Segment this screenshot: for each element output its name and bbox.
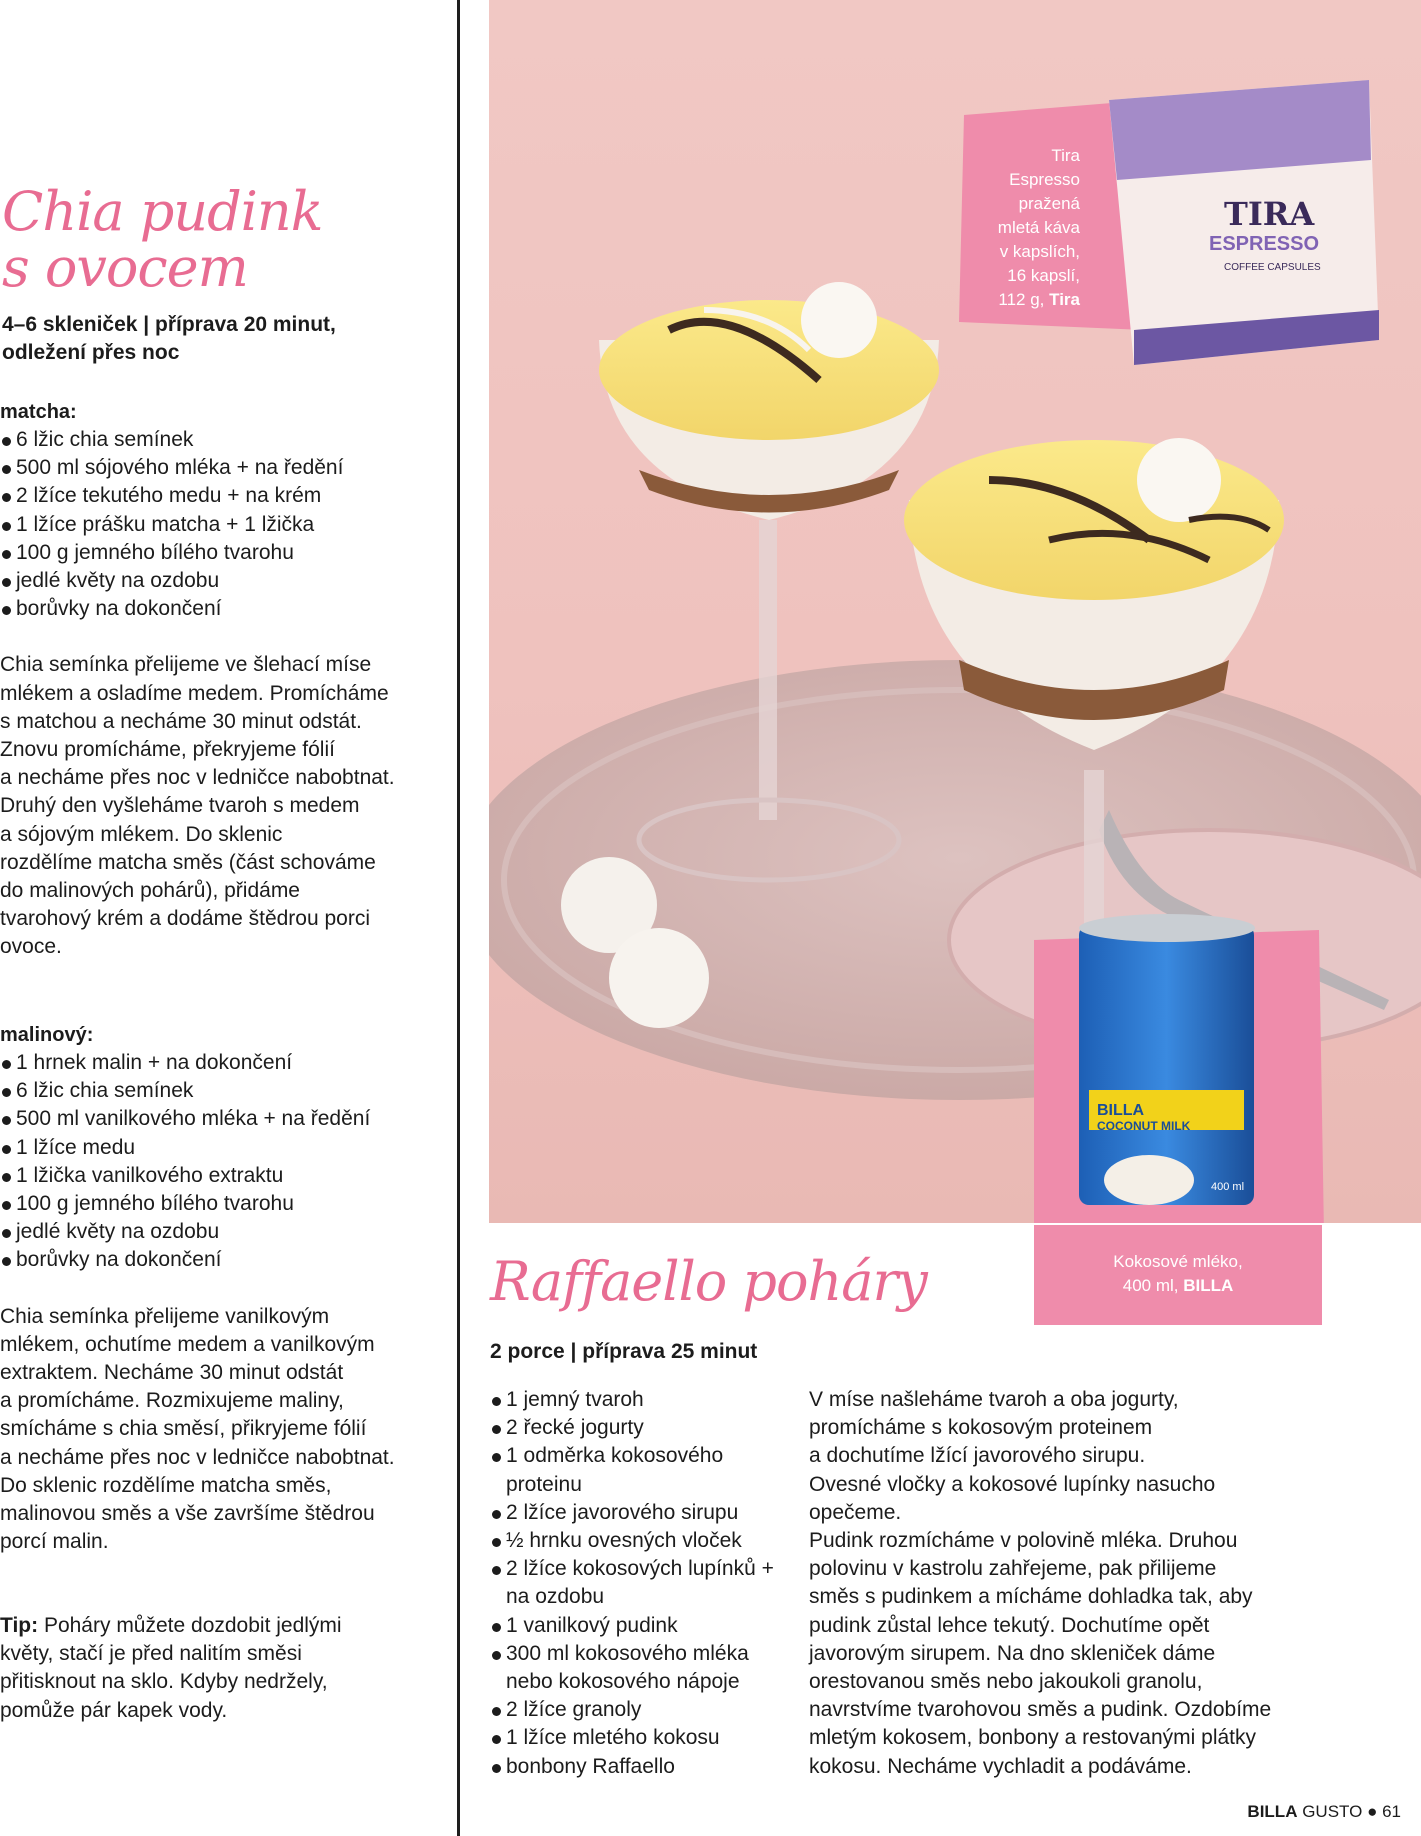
ingredient-item: 1 jemný tvaroh: [490, 1386, 790, 1414]
text-line: Pudink rozmícháme v polovině mléka. Druhou: [809, 1529, 1238, 1553]
ingredient-item: 1 hrnek malin + na dokončení: [0, 1049, 450, 1077]
tira-box-name: TIRA: [1224, 195, 1315, 233]
footer-bullet: ●: [1367, 1802, 1383, 1821]
tira-box-line: ESPRESSO: [1209, 233, 1320, 255]
badge-line: 16 kapslí,: [1007, 266, 1080, 285]
text-line: Znovu promícháme, překryjeme fólií: [0, 738, 335, 762]
badge-text: 112 g,: [998, 290, 1050, 309]
ingredient-item: 1 lžíce mletého kokosu: [490, 1724, 790, 1752]
chia-meta: [2, 311, 442, 367]
ingredient-item: 100 g jemného bílého tvarohu: [0, 539, 450, 567]
tip-text: květy, stačí je před nalitím směsi: [0, 1642, 302, 1666]
badge-line: Kokosové mléko,: [1113, 1252, 1243, 1271]
text-line: promícháme s kokosovým proteinem: [809, 1416, 1153, 1440]
text-line: orestovanou směs nebo jakoukoli granolu,: [809, 1670, 1203, 1694]
text-line: ovoce.: [0, 935, 62, 959]
dessert-illustration: [489, 0, 1421, 1223]
ingredient-item: 1 lžíce medu: [0, 1134, 450, 1162]
raffaello-ingredient-list: [490, 1386, 790, 1781]
column-divider: [457, 0, 460, 1836]
text-line: mlékem, ochutíme medem a vanilkovým: [0, 1332, 375, 1356]
text-line: a dochutíme lžící javorového sirupu.: [809, 1444, 1146, 1468]
text-line: Chia semínka přelijeme ve šlehací míse: [0, 653, 372, 677]
ingredient-item: 2 lžíce tekutého medu + na krém: [0, 482, 450, 510]
badge-brand: Tira: [1049, 290, 1080, 309]
badge-line: [960, 288, 1080, 312]
ingredient-item: ½ hrnku ovesných vloček: [490, 1527, 790, 1555]
ingredient-item: borůvky na dokončení: [0, 1246, 450, 1274]
chia-recipe-title: [2, 180, 422, 299]
ingredient-item: jedlé květy na ozdobu: [0, 1218, 450, 1246]
dessert-photo: [489, 0, 1421, 1223]
ingredient-item: 6 lžic chia semínek: [0, 426, 450, 454]
ingredient-item: bonbony Raffaello: [490, 1753, 790, 1781]
meta-line: 4–6 skleniček | příprava 20 minut,: [2, 313, 336, 336]
ingredient-item: 500 ml sójového mléka + na ředění: [0, 454, 450, 482]
raffaello-method: [809, 1386, 1349, 1781]
ingredient-item: 300 ml kokosového mléka nebo kokosového nápoje: [490, 1640, 790, 1696]
ingredient-item: 100 g jemného bílého tvarohu: [0, 1190, 450, 1218]
badge-line: v kapslích,: [999, 242, 1080, 261]
title-line-1: Chia pudink: [2, 180, 323, 243]
matcha-section: [0, 398, 450, 962]
text-line: s matchou a necháme 30 minut odstát.: [0, 709, 362, 733]
malina-section: [0, 1021, 450, 1556]
matcha-ingredient-list: [0, 426, 450, 623]
ingredient-item: borůvky na dokončení: [0, 595, 450, 623]
title-line-2: s ovocem: [2, 236, 248, 299]
text-line: rozdělíme matcha směs (část schováme: [0, 850, 376, 874]
badge-line: Tira: [1051, 146, 1080, 165]
text-line: V míse našleháme tvaroh a oba jogurty,: [809, 1388, 1179, 1411]
raffaello-ball: [609, 928, 709, 1028]
ingredient-item: 1 lžíce prášku matcha + 1 lžička: [0, 511, 450, 539]
coconut-badge: [1040, 1250, 1316, 1298]
text-line: a necháme přes noc v ledničce nabobtnat.: [0, 1445, 395, 1469]
text-line: kokosu. Necháme vychladit a podáváme.: [809, 1754, 1192, 1778]
malina-method: [0, 1303, 450, 1557]
page-number: 61: [1382, 1802, 1401, 1821]
ingredient-item: 500 ml vanilkového mléka + na ředění: [0, 1105, 450, 1133]
tip-text: pomůže pár kapek vody.: [0, 1698, 228, 1722]
text-line: Ovesné vločky a kokosové lupínky nasucho: [809, 1472, 1216, 1496]
raffaello-recipe-title: Raffaello poháry: [490, 1250, 927, 1313]
ingredient-item: 1 lžička vanilkového extraktu: [0, 1162, 450, 1190]
coconut-milk-can: [1079, 914, 1255, 1205]
raffaello-meta: 2 porce | příprava 25 minut: [490, 1340, 758, 1363]
malina-heading: malinový:: [0, 1024, 94, 1046]
text-line: pudink zůstal lehce tekutý. Dochutíme opět: [809, 1613, 1210, 1637]
text-line: směs s pudinkem a mícháme dohladka tak, aby: [809, 1585, 1253, 1609]
tip-text: přitisknout na sklo. Kdyby nedržely,: [0, 1670, 328, 1694]
badge-line: [1040, 1274, 1316, 1298]
text-line: Do sklenic rozdělíme matcha směs,: [0, 1473, 332, 1497]
ingredient-item: 2 lžíce kokosových lupínků + na ozdobu: [490, 1555, 790, 1611]
badge-line: Espresso: [1009, 170, 1080, 189]
badge-line: mletá káva: [997, 218, 1080, 237]
text-line: a necháme přes noc v ledničce nabobtnat.: [0, 766, 395, 790]
text-line: navrstvíme tvarohovou směs a pudink. Ozdobíme: [809, 1698, 1272, 1722]
text-line: extraktem. Necháme 30 minut odstát: [0, 1361, 344, 1385]
text-line: polovinu v kastrolu zahřejeme, pak přilijeme: [809, 1557, 1217, 1581]
text-line: Druhý den vyšleháme tvaroh s medem: [0, 794, 360, 818]
text-line: do malinových pohárů), přidáme: [0, 879, 300, 903]
matcha-method: [0, 651, 450, 961]
tip-text: Poháry můžete dozdobit jedlými: [38, 1614, 342, 1637]
ingredient-item: 1 vanilkový pudink: [490, 1612, 790, 1640]
tira-product-box: [1109, 80, 1379, 365]
tira-box-sub: COFFEE CAPSULES: [1224, 262, 1321, 273]
ingredient-item: 1 odměrka kokosového proteinu: [490, 1442, 790, 1498]
footer-brand: BILLA: [1247, 1802, 1298, 1821]
raffaello-ingredients: [490, 1386, 790, 1781]
tip-box: [0, 1612, 450, 1725]
text-line: javorovým sirupem. Na dno skleniček dáme: [809, 1641, 1216, 1665]
can-volume: 400 ml: [1211, 1181, 1245, 1193]
footer-magazine: GUSTO: [1297, 1802, 1363, 1821]
text-line: mletým kokosem, bonbony a restovanými plátky: [809, 1726, 1257, 1750]
text-line: a sójovým mlékem. Do sklenic: [0, 822, 283, 846]
badge-line: pražená: [1018, 194, 1080, 213]
can-name: COCONUT MILK: [1097, 1119, 1191, 1133]
tira-badge: [960, 144, 1080, 312]
tip-line: [0, 1612, 450, 1640]
text-line: malinovou směs a vše završíme štědrou: [0, 1502, 375, 1526]
text-line: porcí malin.: [0, 1530, 109, 1554]
badge-text: 400 ml,: [1122, 1276, 1184, 1295]
can-brand: BILLA: [1097, 1102, 1145, 1119]
text-line: smícháme s chia směsí, přikryjeme fólií: [0, 1417, 367, 1441]
text-line: tvarohový krém a dodáme štědrou porci: [0, 907, 371, 931]
ingredient-item: 2 lžíce javorového sirupu: [490, 1499, 790, 1527]
ingredient-item: 2 lžíce granoly: [490, 1696, 790, 1724]
ingredient-item: jedlé květy na ozdobu: [0, 567, 450, 595]
matcha-heading: matcha:: [0, 401, 77, 423]
tip-label: Tip:: [0, 1614, 39, 1637]
text-line: mlékem a osladíme medem. Promícháme: [0, 681, 389, 705]
page-footer: [1247, 1802, 1401, 1822]
ingredient-item: 2 řecké jogurty: [490, 1414, 790, 1442]
meta-line: odležení přes noc: [2, 341, 180, 364]
text-line: Chia semínka přelijeme vanilkovým: [0, 1304, 330, 1328]
badge-brand: BILLA: [1183, 1276, 1234, 1295]
text-line: opečeme.: [809, 1500, 902, 1524]
ingredient-item: 6 lžic chia semínek: [0, 1077, 450, 1105]
text-line: a promícháme. Rozmixujeme maliny,: [0, 1389, 344, 1413]
malina-ingredient-list: [0, 1049, 450, 1275]
